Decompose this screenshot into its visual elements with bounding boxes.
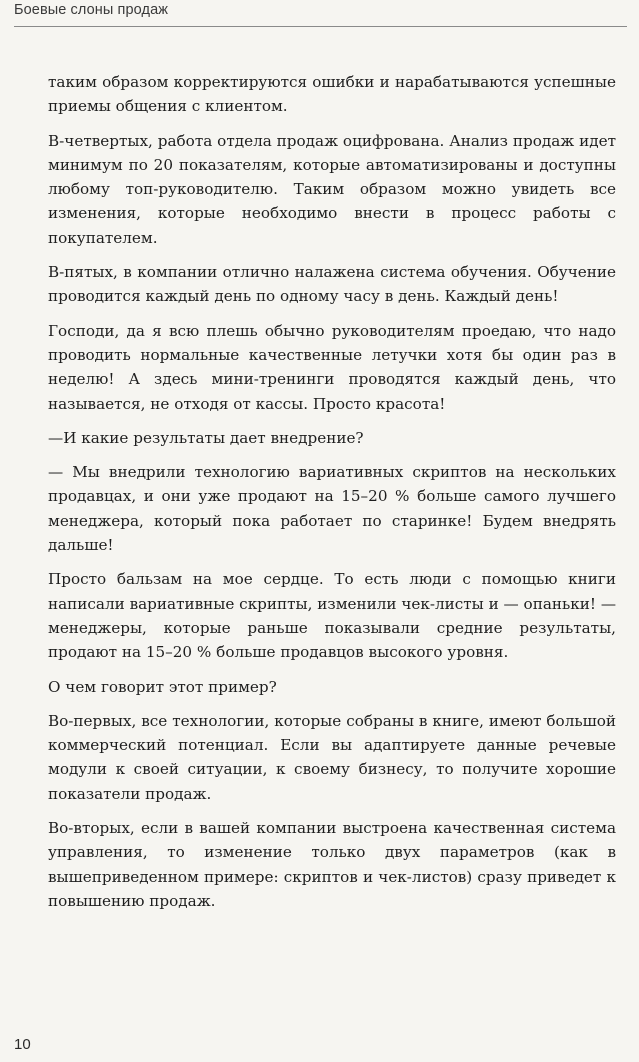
body-text — [48, 70, 616, 923]
paragraph: Просто бальзам на мое сердце. То есть люди с помощью книги написали вариативные скрипты, изменили чек-листы и — опаньки! — менеджеры, которые раньше показывали средние результаты, продают на 15–20 % больше продавцов высокого уровня. — [48, 570, 617, 662]
paragraph: Во-первых, все технологии, которые собраны в книге, имеют большой коммерческий потенциал. Если вы адаптируете данные речевые модули к своей ситуации, к своему бизнесу, то получите хорошие показатели продаж. — [48, 711, 616, 803]
paragraph: — Мы внедрили технологию вариативных скриптов на нескольких продавцах, и они уже продают на 15–20 % больше самого лучшего менеджера, который пока работает по старинке! Будем внедрять дальше! — [48, 463, 616, 555]
paragraph: таким образом корректируются ошибки и нарабатываются успешные приемы общения с клиентом. — [48, 73, 616, 116]
paragraph: В-четвертых, работа отдела продаж оцифрована. Анализ продаж идет минимум по 20 показателям, которые автоматизированы и доступны любому топ-руководителю. Таким образом можно увидеть все изменения, которые необходимо внести в процесс работы с покупателем. — [48, 131, 616, 247]
paragraph: Во-вторых, если в вашей компании выстроена качественная система управления, то изменение только двух параметров (как в вышеприведенном примере: скриптов и чек-листов) сразу приведет к повышению продаж. — [48, 819, 616, 910]
paragraph: О чем говорит этот пример? — [48, 677, 277, 696]
paragraph: Господи, да я всю плешь обычно руководителям проедаю, что надо проводить нормальные качественные летучки хотя бы один раз в неделю! А здесь мини-тренинги проводятся каждый день, что называется, не отходя от кассы. Просто красота! — [48, 321, 616, 413]
header-rule — [14, 26, 627, 27]
running-title: Боевые слоны продаж — [14, 2, 169, 18]
page-number: 10 — [14, 1036, 31, 1053]
paragraph: В-пятых, в компании отлично налажена система обучения. Обучение проводится каждый день по одному часу в день. Каждый день! — [48, 263, 616, 306]
paragraph: —И какие результаты дает внедрение? — [48, 428, 364, 447]
